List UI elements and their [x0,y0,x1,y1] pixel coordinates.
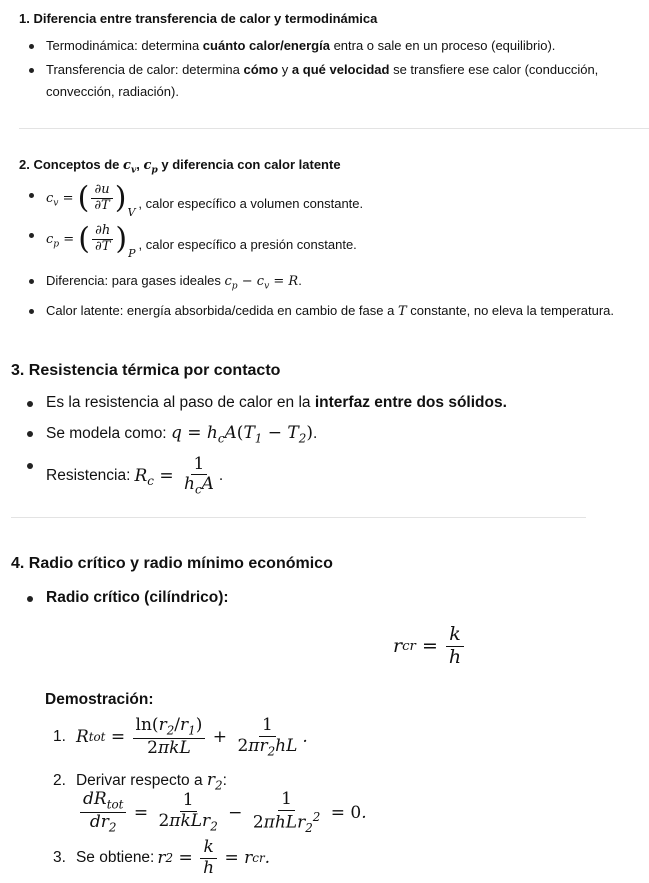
divider [19,128,649,129]
section-3-title: 3. Resistencia térmica por contacto [11,362,281,379]
section-4 [0,550,649,612]
cv-formula: $c_v$ = ( $\frac{\partial u}{\partial T}$ )$_V$ [46,180,136,220]
list-item: 1. R tot = $\frac{\ln(r_2/r_1)}{\text{2πkL}}$ + $\frac{1}{2\pi r_2hL}$ . [53,715,308,759]
list-item: 2. Derivar respecto a $r_2$: [53,770,227,793]
critical-radius-equation: r cr = $\frac{k}{h}$ [393,624,466,669]
list-item: Es la resistencia al paso de calor en la interfaz entre dos sólidos. [0,389,649,419]
derivative-equation: $\frac{dR_{tot}}{dr_2}$ = $\frac{1}{2\pi kLr_2}$ − $\frac{1}{2\pi hLr_2^2}$ = 0 . [78,790,367,835]
list-item: Calor latente: energía absorbida/cedida en cambio de fase a T constante, no eleva la temperatura. [0,300,649,323]
list-item: Radio crítico (cilíndrico): [0,584,649,612]
demo-label: Demostración: [45,691,154,708]
section-1-title: 1. Diferencia entre transferencia de calor y termodinámica [19,11,378,26]
section-2 [0,154,649,323]
cp-formula: $c_p$ = ( $\frac{\partial h}{\partial T}$ )$_P$ [46,221,136,261]
divider [11,517,586,518]
list-item: Termodinámica: determina cuánto calor/energía entra o sale en un proceso (equilibrio). [0,35,649,57]
list-item: Transferencia de calor: determina cómo y a qué velocidad se transfiere ese calor (conducción, convección, radiación). [0,59,649,103]
list-item: $c_p$ = ( $\frac{\partial h}{\partial T}$ )$_P$ , calor específico a presión constante. [0,224,649,266]
list-item: Resistencia: $R_c$ = $\frac{1}{h_cA}$ . [0,451,649,501]
section-3 [0,357,649,501]
list-item: Diferencia: para gases ideales $c_p - c_v = R$. [0,270,649,298]
section-1 [0,8,649,103]
list-item: $c_v$ = ( $\frac{\partial u}{\partial T}$ )$_V$ , calor específico a volumen constante. [0,184,649,224]
section-2-title: 2. Conceptos de $c_v$, $c_p$ y diferencia con calor latente [19,157,341,176]
list-item: 3. Se obtiene: r 2 = $\frac{k}{h}$ = r cr . [53,837,271,878]
section-4-title: 4. Radio crítico y radio mínimo económico [11,555,333,572]
list-item: Se modela como: $q = h_cA(T_1 - T_2)$. [0,419,649,451]
